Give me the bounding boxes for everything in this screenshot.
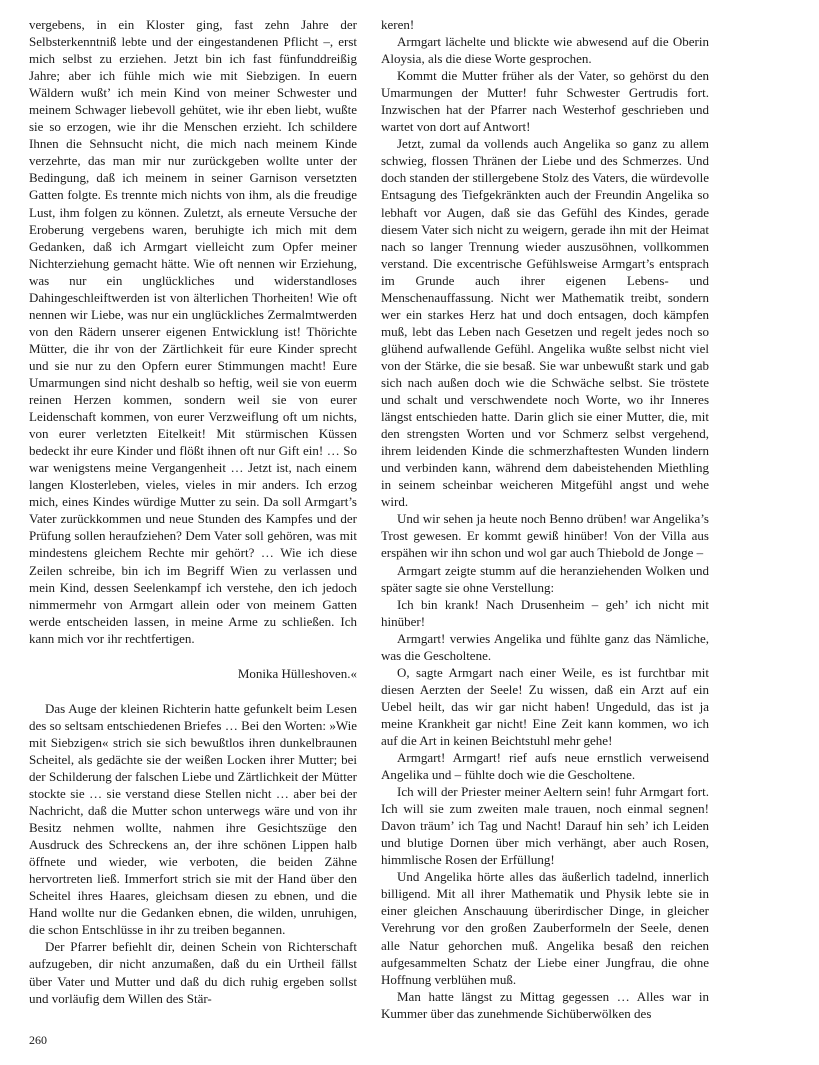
letter-continuation-paragraph: vergebens, in ein Kloster ging, fast zehn Jahre der Selbsterkenntniß lebte und der eingestandenen Pflicht –, erst mich selbst zu erziehen. Jetzt bin ich fast fünfunddreißig Jahre; aber ich fühle mich wie mit Siebzigen. In euern Wäldern wußt’ ich mein Kind von meiner Schwester und meinem Schwager liebevoll gehütet, wie ihr eben liebt, wußte sie so erzogen, wie ihr die Menschen erzieht. Ich schildere Ihnen die Sehnsucht nicht, die mich nach meinem Kinde verzehrte, das man mir nur zurückgeben wollte unter der Bedingung, daß ich meinem in seiner Garnison versetzten Gatten folgte. Es trennte mich nichts von ihm, als die freudige Lust, ihm folgen zu können. Zuletzt, als erneute Versuche der Eroberung vergebens waren, beruhigte ich mich mit dem Gedanken, daß ich Armgart vielleicht zum Opfer meiner Nichterziehung gemacht hätte. Wie oft nennen wir Erziehung, was nur ein unglückliches und widerstandloses Dahingeschleiftwerden ist von älterlichen Thorheiten! Wie oft nennen wir Liebe, was nur ein unglückliches Zermalmtwerden von den Rädern unserer eigenen Entwicklung ist! Thörichte Mütter, die ihr von der Zärtlichkeit für eure Kinder sprecht und sie nur zu den Opfern eurer Stimmungen macht! Eure Umarmungen sind nicht deshalb so heftig, weil sie von euerm reinen Herzen kommen, sondern weil sie von eurer Leidenschaft kommen, von eurer Verzweiflung oft um nichts, von eurer verletzten Eitelkeit! Mit stürmischen Küssen bedeckt ihr eure Kinder und flößt ihnen oft nur Gift ein! … So war wenigstens meine Vergangenheit … Jetzt ist, nach einem langen Klosterleben, vieles, vieles in mir anders. Ich erzog mich, eines Kindes würdige Mutter zu sein. Da soll Armgart’s Vater zurückkommen und neue Stunden des Kampfes und der Prüfung sollen heraufziehen? Dem Vater soll gehören, was mit mindestens gleichem Rechte mir gehört? … Wie ich diese Zeilen schreibe, bin ich im Begriff Wien zu verlassen und mein Kind, dessen Seelenkampf ich verstehe, den ich jedoch nimmermehr von Armgart allein oder von meinem Gatten werde entscheiden lassen, in meine Arme zu schließen. Ich kann mich vor ihr rechtfertigen. — [29, 17, 357, 646]
paragraph: Man hatte längst zu Mittag gegessen … Alles war in Kummer über das zunehmende Sichüberwölken des — [381, 988, 709, 1021]
paragraph: Das Auge der kleinen Richterin hatte gefunkelt beim Lesen des so seltsam entschiedenen Briefes … Bei den Worten: »Wie mit Siebzigen« strich sie sich bewußtlos ihren dunkelbraunen Scheitel, als gedächte sie der weißen Locken ihrer Mutter; bei der Schilderung der falschen Liebe und Zärtlichkeit der Mütter stockte sie … sie verstand diese Stellen nicht … aber bei der Nachricht, daß die Mutter schon unterwegs wäre und von ihr Besitz nehmen wollte, nahmen ihre Gesichtszüge den Ausdruck des Schreckens an, der ihre schönen Lippen halb öffnete und wieder, wie verboten, die beiden Zähne hervortreten ließ. Immerfort strich sie mit der Hand über den Scheitel ihres Haares, gleichsam diesen zu ebnen, und die Hand wollte nur die Gedanken ebnen, die wilden, unruhigen, die schon Entschlüsse in ihr zu treiben begannen. — [29, 700, 357, 938]
paragraph: Armgart! Armgart! rief aufs neue ernstlich verweisend Angelika und – fühlte doch wie die Gescholtene. — [381, 750, 709, 783]
paragraph: Ich bin krank! Nach Drusenheim – geh’ ich nicht mit hinüber! — [381, 596, 709, 629]
paragraph: Und wir sehen ja heute noch Benno drüben! war Angelika’s Trost gewesen. Er kommt gewiß hinüber! Von der Villa aus erspähen wir ihn schon und wol gar auch Thiebold de Jonge – — [381, 511, 709, 561]
paragraph: Ich will der Priester meiner Aeltern sein! fuhr Armgart fort. Ich will sie zum zweiten male trauen, noch einmal segnen! Davon träum’ ich Tag und Nacht! Darauf hin seh’ ich Leiden und blutige Dornen über mich verhängt, aber auch Rosen, himmlische Rosen der Erfüllung! — [381, 784, 709, 868]
paragraph: Jetzt, zumal da vollends auch Angelika so ganz zu allem schwieg, flossen Thränen der Liebe und des Schmerzes. Und doch standen der stillergebene Stolz des Vaters, die würdevolle Entsagung des Tiefgekränkten auch der Freundin Angelika so lebhaft vor Augen, daß sie das Gefühl des Kindes, gerade diesem Vater sich nicht zu weigern, gerade ihn mit der Heimat nach so langer Trennung wieder auszusöhnen, vollkommen verstand. Die excentrische Gefühlsweise Armgart’s entsprach im Grunde auch ihrer eigenen Lebens- und Menschenauffassung. Nicht wer Mathematik treibt, sondern wer ein starkes Herz hat und doch entsagen, doch kämpfen muß, lebt das Leben nach Gesetzen und regelt jedes noch so glühend aufwallende Gefühl. Angelika wußte selbst nicht viel von der Stärke, die sie besaß. Sie war unbewußt stark und gab sich nach außen doch wie die Schwäche selbst. Sie tröstete und schalt und verschwendete noch Worte, wo ihr Inneres längst entschieden hatte. Darin glich sie einer Mutter, die, mit den strengsten Worten und vor Schmerz selbst vergehend, ihrem leidenden Kinde die schmerzhaftesten Wunden lindern und verbinden kann, während dem dabeistehenden Miethling in seinem scheinbar weicheren Mitgefühl angst und wehe wird. — [381, 136, 709, 510]
paragraph: Und Angelika hörte alles das äußerlich tadelnd, innerlich billigend. Mit all ihrer Mathematik und Physik lebte sie in einer gleichen Anschauung überirdischer Dinge, in gleicher Verehrung vor den großen Zauberformeln der Seele, denen alle Natur gehorchen muß. Angelika besaß den reichen aufgesammelten Schatz der Liebe einer Jungfrau, die ohne Hoffnung verblühen muß. — [381, 869, 709, 987]
paragraph: Der Pfarrer befiehlt dir, deinen Schein von Richterschaft aufzugeben, dir nicht anzumaßen, daß du ein Urtheil fällst über Vater und Mutter und daß du dich ruhig ergeben sollst und vorläufig dem Willen des Stär- — [29, 939, 357, 1006]
paragraph: O, sagte Armgart nach einer Weile, es ist furchtbar mit diesen Aerzten der Seele! Zu wissen, daß ein Arzt auf ein Uebel heilt, das wir gar nicht haben! Ungeduld, das ist ja meine Krankheit gar nicht! Eine Zeit kann kommen, wo ich auf die Art in keinen Beichtstuhl mehr gehe! — [381, 664, 709, 748]
continuation-line: keren! — [381, 17, 415, 32]
paragraph: Armgart! verwies Angelika und fühlte ganz das Nämliche, was die Gescholtene. — [381, 630, 709, 663]
paragraph: Armgart lächelte und blickte wie abwesend auf die Oberin Aloysia, als die diese Worte gesprochen. — [381, 34, 709, 67]
letter-signature: Monika Hülleshoven.« — [237, 665, 357, 681]
left-column — [29, 16, 357, 1007]
paragraph: Armgart zeigte stumm auf die heranziehenden Wolken und später sagte sie ohne Verstellung: — [381, 562, 709, 595]
paragraph: Kommt die Mutter früher als der Vater, so gehörst du den Umarmungen der Mutter! fuhr Schwester Gertrudis fort. Inzwischen hat der Pfarrer nach Westerhof geschrieben und wartet von dort auf Antwort! — [381, 68, 709, 135]
right-column — [381, 16, 709, 1022]
page-number: 260 — [29, 1033, 47, 1047]
